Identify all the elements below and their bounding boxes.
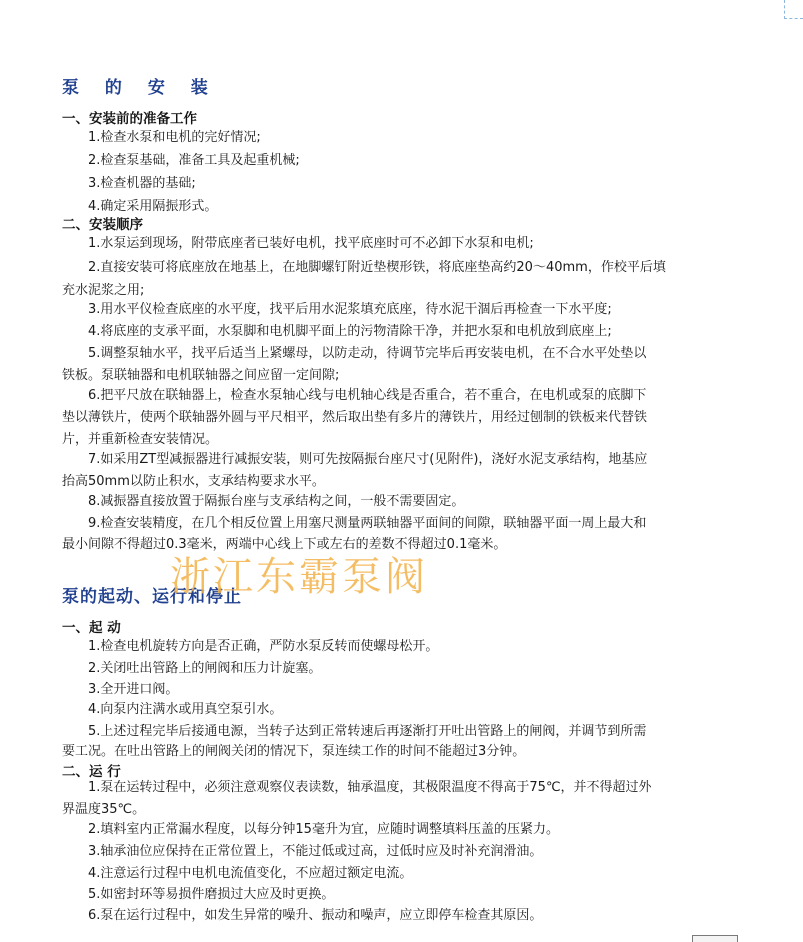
company-watermark: 浙江东霸泵阀 <box>170 554 428 600</box>
heading-run: 二、运 行 <box>62 764 121 780</box>
paragraph-line: 4.注意运行过程中电机电流值变化，不应超过额定电流。 <box>88 866 413 881</box>
paragraph-line: 界温度35℃。 <box>62 802 146 817</box>
paragraph-line: 2.填料室内正常漏水程度，以每分钟15毫升为宜，应随时调整填料压盖的压紧力。 <box>88 822 559 837</box>
list-item: 2.检查泵基础，准备工具及起重机械; <box>88 153 300 168</box>
paragraph-line: 5.上述过程完毕后接通电源，当转子达到正常转速后再逐渐打开吐出管路上的闸阀，并调节到所需 <box>88 724 647 739</box>
paragraph-line: 1.泵在运转过程中，必须注意观察仪表读数，轴承温度，其极限温度不得高于75℃，并不得超过外 <box>88 780 652 795</box>
paragraph-line: 3.全开进口阀。 <box>88 682 179 697</box>
paragraph-line: 2.直接安装可将底座放在地基上，在地脚螺钉附近垫楔形铁，将底座垫高约20～40mm，作校平后填 <box>88 260 666 275</box>
paragraph-line: 3.轴承油位应保持在正常位置上，不能过低或过高，过低时应及时补充润滑油。 <box>88 844 543 859</box>
paragraph-line: 要工况。在吐出管路上的闸阀关闭的情况下，泵连续工作的时间不能超过3分钟。 <box>62 744 526 759</box>
paragraph-line: 2.关闭吐出管路上的闸阀和压力计旋塞。 <box>88 661 322 676</box>
list-item: 4.确定采用隔振形式。 <box>88 199 218 214</box>
paragraph-line: 1.检查电机旋转方向是否正确，严防水泵反转而使螺母松开。 <box>88 639 439 654</box>
paragraph-line: 4.向泵内注满水或用真空泵引水。 <box>88 702 283 717</box>
section-title-start-run-stop: 泵的起动、运行和停止 <box>62 587 242 607</box>
heading-preparation: 一、安装前的准备工作 <box>62 111 197 127</box>
list-item: 1.检查水泵和电机的完好情况; <box>88 130 261 145</box>
list-item: 3.检查机器的基础; <box>88 176 196 191</box>
paragraph-line: 1.水泵运到现场，附带底座者已装好电机，找平底座时可不必卸下水泵和电机; <box>88 236 534 251</box>
paragraph-line: 抬高50mm以防止积水，支承结构要求水平。 <box>62 474 325 489</box>
paragraph-line: 3.用水平仪检查底座的水平度，找平后用水泥浆填充底座，待水泥干涸后再检查一下水平度; <box>88 302 612 317</box>
paragraph-line: 片，并重新检查安装情况。 <box>62 432 219 447</box>
paragraph-line: 6.泵在运行过程中，如发生异常的噪升、振动和噪声，应立即停车检查其原因。 <box>88 908 543 923</box>
paragraph-line: 充水泥浆之用; <box>62 283 145 298</box>
paragraph-line: 铁板。泵联轴器和电机联轴器之间应留一定间隙; <box>62 368 340 383</box>
heading-install-order: 二、安装顺序 <box>62 217 143 233</box>
paragraph-line: 5.调整泵轴水平，找平后适当上紧螺母，以防走动，待调节完毕后再安装电机，在不合水平处垫以 <box>88 346 647 361</box>
heading-start: 一、起 动 <box>62 620 121 636</box>
paragraph-line: 8.减振器直接放置于隔振台座与支承结构之间，一般不需要固定。 <box>88 494 465 509</box>
paragraph-line: 6.把平尺放在联轴器上，检查水泵轴心线与电机轴心线是否重合，若不重合，在电机或泵的底脚下 <box>88 388 647 403</box>
paragraph-line: 7.如采用ZT型减振器进行减振安装，则可先按隔振台座尺寸(见附件)，浇好水泥支承结构，地基应 <box>88 452 648 467</box>
paragraph-line: 4.将底座的支承平面，水泵脚和电机脚平面上的污物清除干净，并把水泵和电机放到底座上; <box>88 324 612 339</box>
paragraph-line: 垫以薄铁片，使两个联轴器外圆与平尺相平，然后取出垫有多片的薄铁片，用经过刨制的铁板来代替铁 <box>62 410 648 425</box>
page-corner-mark <box>784 0 803 19</box>
paragraph-line: 9.检查安装精度，在几个相反位置上用塞尺测量两联轴器平面间的间隙，联轴器平面一周上最大和 <box>88 516 647 531</box>
paragraph-line: 5.如密封环等易损件磨损过大应及时更换。 <box>88 887 335 902</box>
paragraph-line: 最小间隙不得超过0.3毫米，两端中心线上下或左右的差数不得超过0.1毫米。 <box>62 537 507 552</box>
section-title-installation: 泵 的 安 装 <box>62 78 218 98</box>
